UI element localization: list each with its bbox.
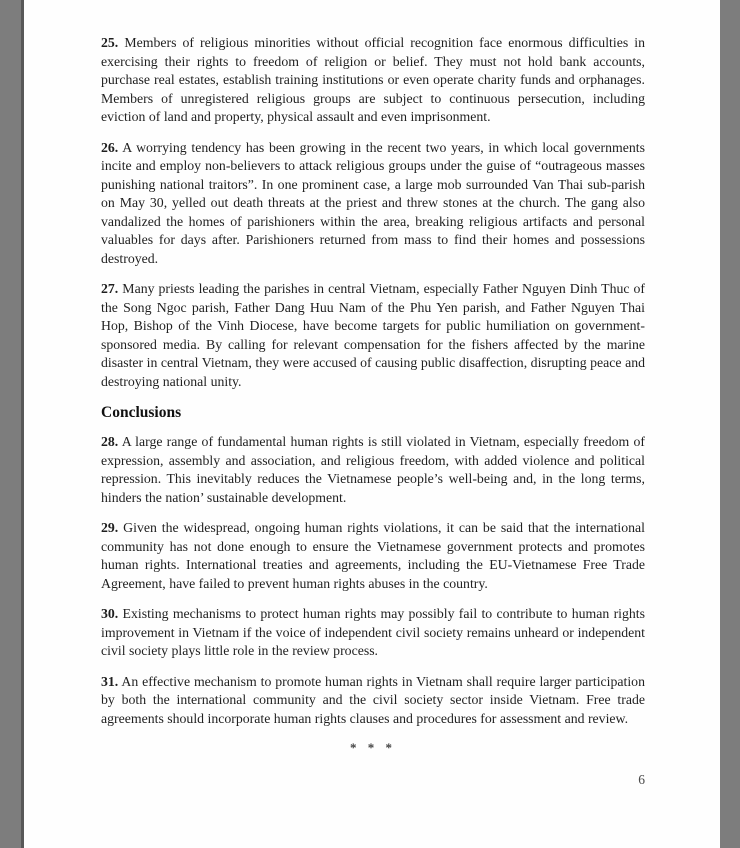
paragraph-26 bbox=[101, 139, 645, 269]
paragraph-31-text: An effective mechanism to promote human rights in Vietnam shall require larger participation by both the international community and the civil society sector inside Vietnam. Free trade agreements should incorporate human rights clauses and procedures for assessment and review. bbox=[101, 673, 645, 726]
end-of-document-asterisks: * * * bbox=[350, 740, 396, 755]
document-page bbox=[21, 0, 720, 848]
page-number: 6 bbox=[638, 772, 645, 787]
paragraph-25-text: Members of religious minorities without official recognition face enormous difficulties in exercising their rights to freedom of religion or belief. They must not hold bank accounts, purchase real estates, establish training institutions or even operate charity funds and orphanages. Members of unregistered religious groups are subject to continuous persecution, including eviction of land and property, physical assault and even imprisonment. bbox=[101, 35, 645, 124]
paragraph-28 bbox=[101, 433, 645, 507]
paragraph-30-text: Existing mechanisms to protect human rights may possibly fail to contribute to human rights improvement in Vietnam if the voice of independent civil society remains unheard or independent civil society plays little role in the review process. bbox=[101, 606, 645, 658]
paragraph-29-text: Given the widespread, ongoing human rights violations, it can be said that the international community has not done enough to ensure the Vietnamese government protects and promotes human rights. International treaties and agreements, including the EU-Vietnamese Free Trade Agreement, have failed to prevent human rights abuses in the country. bbox=[101, 520, 646, 591]
paragraph-31-number: 31. bbox=[101, 673, 119, 689]
paragraph-28-number: 28. bbox=[101, 434, 119, 449]
paragraph-26-number: 26. bbox=[101, 139, 119, 155]
paragraph-31 bbox=[101, 673, 645, 729]
paragraph-28-text: A large range of fundamental human rights is still violated in Vietnam, especially freedom of expression, assembly and association, and religious freedom, with added violence and political repression. This inevitably reduces the Vietnamese people’s well-being and, in the long terms, hinders the nation’ sustainable development. bbox=[101, 434, 645, 505]
paragraph-30 bbox=[101, 605, 645, 661]
paragraph-27-text: Many priests leading the parishes in central Vietnam, especially Father Nguyen Dinh Thuc of the Song Ngoc parish, Father Dang Huu Nam of the Phu Yen parish, and Father Nguyen Thai Hop, Bishop of the Vinh Diocese, have become targets for public humiliation on government-sponsored media. By calling for relevant compensation for the fishers affected by the marine disaster in central Vietnam, they were accused of causing public disaffection, disrupting peace and destroying national unity. bbox=[101, 281, 646, 389]
paragraph-27-number: 27. bbox=[101, 281, 119, 296]
paragraph-25-number: 25. bbox=[101, 35, 119, 50]
paragraph-27 bbox=[101, 280, 645, 391]
paragraph-29 bbox=[101, 519, 645, 593]
paragraph-30-number: 30. bbox=[101, 606, 119, 621]
page-content bbox=[24, 0, 720, 788]
paragraph-29-number: 29. bbox=[101, 520, 119, 535]
paragraph-26-text: A worrying tendency has been growing in the recent two years, in which local governments incite and employ non-believers to attack religious groups under the guise of “outrageous masses punishing national traitors”. In one prominent case, a large mob surrounded Van Thai sub-parish on May 30, yelled out death threats at the priest and threw stones at the church. The gang also vandalized the homes of parishioners within the area, breaking religious artifacts and personal valuables for days after. Parishioners returned from mass to find their homes and possessions destroyed. bbox=[101, 139, 645, 266]
paragraph-25 bbox=[101, 34, 645, 127]
section-heading-conclusions: Conclusions bbox=[101, 404, 182, 421]
